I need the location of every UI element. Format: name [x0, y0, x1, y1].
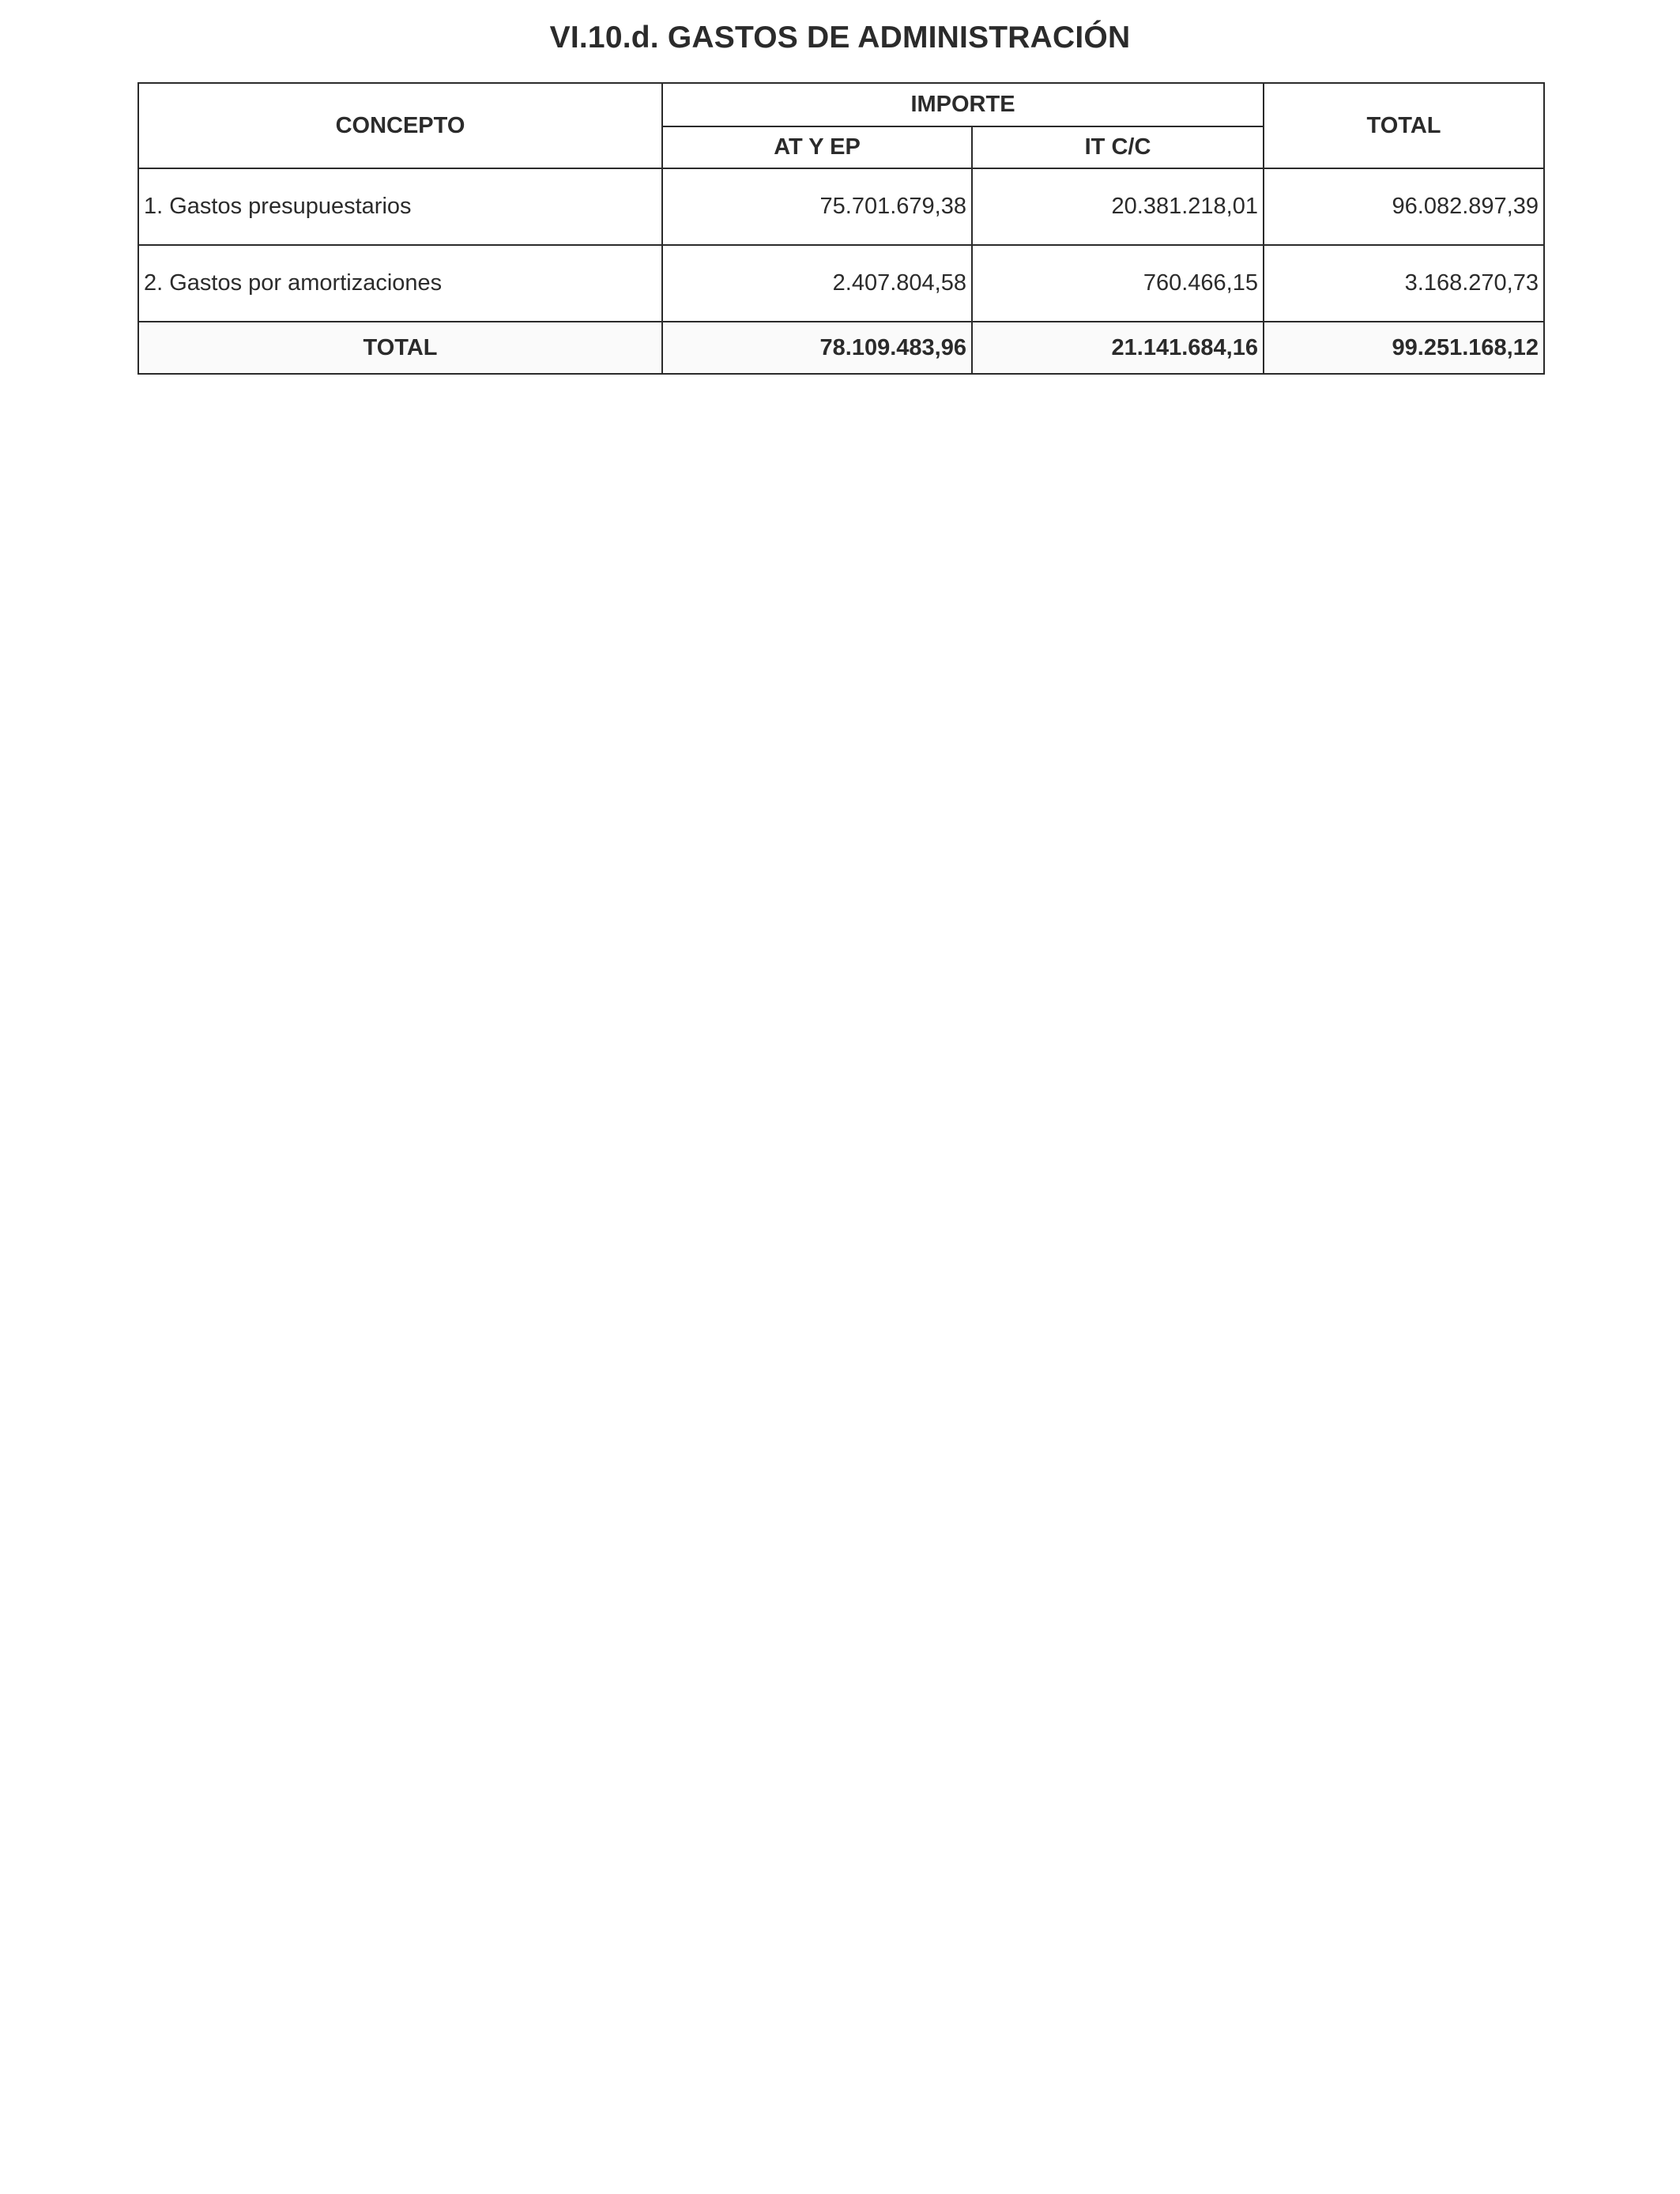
row-concepto: 2. Gastos por amortizaciones	[138, 245, 662, 322]
header-it-cc: IT C/C	[972, 126, 1264, 168]
header-at-y-ep: AT Y EP	[662, 126, 972, 168]
row-total: 3.168.270,73	[1264, 245, 1544, 322]
row-concepto: 1. Gastos presupuestarios	[138, 168, 662, 245]
row-at-y-ep: 2.407.804,58	[662, 245, 972, 322]
row-it-cc: 20.381.218,01	[972, 168, 1264, 245]
totals-it-cc: 21.141.684,16	[972, 322, 1264, 374]
row-it-cc: 760.466,15	[972, 245, 1264, 322]
page-title: VI.10.d. GASTOS DE ADMINISTRACIÓN	[549, 21, 1131, 55]
row-at-y-ep: 75.701.679,38	[662, 168, 972, 245]
header-total: TOTAL	[1264, 83, 1544, 168]
table-row	[138, 168, 1544, 245]
header-concepto: CONCEPTO	[138, 83, 662, 168]
header-importe: IMPORTE	[662, 83, 1264, 126]
table-row	[138, 245, 1544, 322]
row-total: 96.082.897,39	[1264, 168, 1544, 245]
totals-at-y-ep: 78.109.483,96	[662, 322, 972, 374]
totals-label: TOTAL	[138, 322, 662, 374]
totals-row	[138, 322, 1544, 374]
table-header-row	[138, 83, 1544, 126]
totals-total: 99.251.168,12	[1264, 322, 1544, 374]
expenses-table	[137, 82, 1545, 375]
